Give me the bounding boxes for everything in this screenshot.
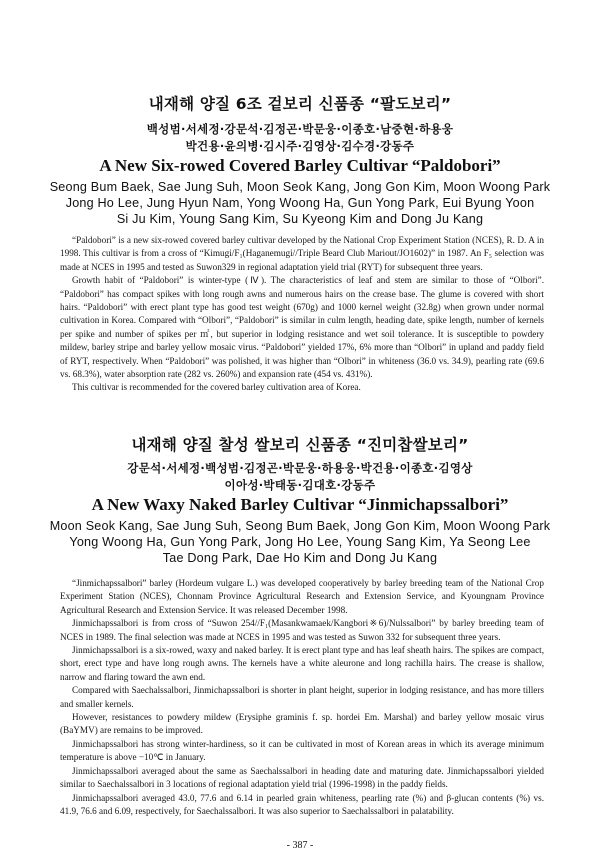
article2-paragraph-3: Jinmichapssalbori is a six-rowed, waxy and naked barley. It is erect plant type and has leaf sheath hairs. The spikes are compact, short, erect type and have long rough awns. The kernels have a white aleurone and long rachilla hairs. The crease is shallow, narrow and flaring toward the awn end.	[60, 645, 544, 682]
article2-korean-title: 내재해 양질 찰성 쌀보리 신품종 “진미찹쌀보리”	[131, 436, 469, 454]
article1-english-authors-line3: Si Ju Kim, Young Sang Kim, Su Kyeong Kim and Dong Ju Kang	[116, 212, 484, 226]
article2-english-authors-line3: Tae Dong Park, Dae Ho Kim and Dong Ju Kang	[162, 551, 438, 565]
article2-paragraph-4: Compared with Saechalssalbori, Jinmichapssalbori is shorter in plant height, superior in lodging resistance, and has more tillers and smaller kernels.	[60, 685, 544, 709]
article1-korean-authors-line2: 박건용·윤의병·김시주·김영상·김수경·강동주	[185, 139, 415, 153]
article2-paragraph-5: However, resistances to powdery mildew (Erysiphe graminis f. sp. hordei Em. Marshal) and barley yellow mosaic virus (BaYMV) are remains to be improved.	[60, 712, 544, 736]
article1-english-authors-line1: Seong Bum Baek, Sae Jung Suh, Moon Seok Kang, Jong Gon Kim, Moon Woong Park	[49, 180, 551, 194]
article2-english-authors-line2: Yong Woong Ha, Gun Yong Park, Jong Ho Lee, Young Sang Kim, Ya Seong Lee	[69, 535, 531, 549]
article1-english-title: A New Six-rowed Covered Barley Cultivar “Paldobori”	[99, 156, 501, 175]
article1-paragraph-3: This cultivar is recommended for the covered barley cultivation area of Korea.	[72, 382, 361, 393]
article1-english-authors-line2: Jong Ho Lee, Jung Hyun Nam, Yong Woong Ha, Gun Yong Park, Eui Byung Yoon	[65, 196, 535, 210]
article2-paragraph-1: “Jinmichapssalbori” barley (Hordeum vulgare L.) was developed cooperatively by barley breeding team of the National Crop Experiment Station (NCES), Chonnam Province Agricultural Research and Extension Service, and Kyoungnam Province Agricultural Research and Extension Service. It was released December 1998.	[60, 578, 544, 615]
article1-korean-authors-line1: 백성범·서세정·강문석·김정곤·박문웅·이종호·남중현·하용웅	[146, 122, 454, 136]
article1-paragraph-2: Growth habit of “Paldobori” is winter-type (Ⅳ). The characteristics of leaf and stem are similar to those of “Olbori”. “Paldobori” has compact spikes with long rough awns and numerous hairs on the crease base. The glume is covered with short hairs. “Paldobori” with erect plant type has good test weight (670g) and 1000 kernel weight (32.8g) when grown under normal cultivation in Korea. Compared with “Olbori”, “Paldobori” is similar in culm length, heading date, spike length, number of kernels per spike and number of spikes per ㎡, but superior in lodging resistance and wet soil tolerance. It is susceptible to powdery mildew, barley stripe and barley yellow mosaic virus. “Paldobori” yielded 17%, 6% more than “Olbori” in upland and paddy field of RYT, respectively. When “Paldobori” was polished, it was higher than “Olbori” in whiteness (36.0 vs. 34.9), pearling rate (69.6 vs. 68.3%), water absorption rate (282 vs. 260%) and expansion rate (454 vs. 431%).	[60, 275, 544, 380]
article2-korean-authors-line2: 이아성·박태동·김대호·강동주	[224, 478, 376, 492]
article1-korean-title: 내재해 양질 6조 겉보리 신품종 “팔도보리”	[148, 95, 452, 113]
article2-abstract	[60, 577, 544, 818]
article1-paragraph-1: “Paldobori” is a new six-rowed covered barley cultivar developed by the National Crop Experiment Station (NCES), R. D. A in 1998. This cultivar is from a cross of “Kimugi/F₁(Haganemugi//Triple Beard Club Mariout/JO1602)” in 1987. An F₅ selection was made at NCES in 1995 and tested as Suwon329 in regional adaptation yield trial (RYT) for subsequent three years.	[60, 235, 544, 272]
article2-english-authors-line1: Moon Seok Kang, Sae Jung Suh, Seong Bum Baek, Jong Gon Kim, Moon Woong Park	[49, 519, 551, 533]
article2-paragraph-6: Jinmichapssalbori has strong winter-hardiness, so it can be cultivated in most of Korean areas in which its average minimum temperature is above −10℃ in January.	[60, 738, 544, 763]
article2-paragraph-7: Jinmichapssalbori averaged about the same as Saechalssalbori in heading date and maturing date. Jinmichapssalbori yielded similar to Saechalssalbori in 3 locations of regional adaptation yield trial (1996-1998) in the paddy fields.	[60, 765, 544, 790]
page-number: - 387 -	[286, 840, 314, 851]
article2-paragraph-8: Jinmichapssalbori averaged 43.0, 77.6 and 6.14 in pearled grain whiteness, pearling rate (%) and β-glucan contents (%) vs. 41.9, 76.6 and 6.09, respectively, for Saechalssalbori. It was also superior to Saechalssalbori in palatability.	[60, 792, 544, 816]
article1-abstract	[60, 234, 544, 395]
article2-korean-authors-line1: 강문석·서세정·백성범·김정곤·박문웅·하용웅·박건용·이종호·김영상	[127, 461, 473, 475]
article2-paragraph-2: Jinmichapssalbori is from cross of “Suwon 254//F₁(Masankwamaek/Kangbori※6)/Nulssalbori” by barley breeding team of NCES in 1989. The final selection was made at NCES in 1995 and was tested as Suwon 332 for subsequent three years.	[60, 618, 544, 642]
article2-english-title: A New Waxy Naked Barley Cultivar “Jinmichapssalbori”	[91, 495, 509, 514]
